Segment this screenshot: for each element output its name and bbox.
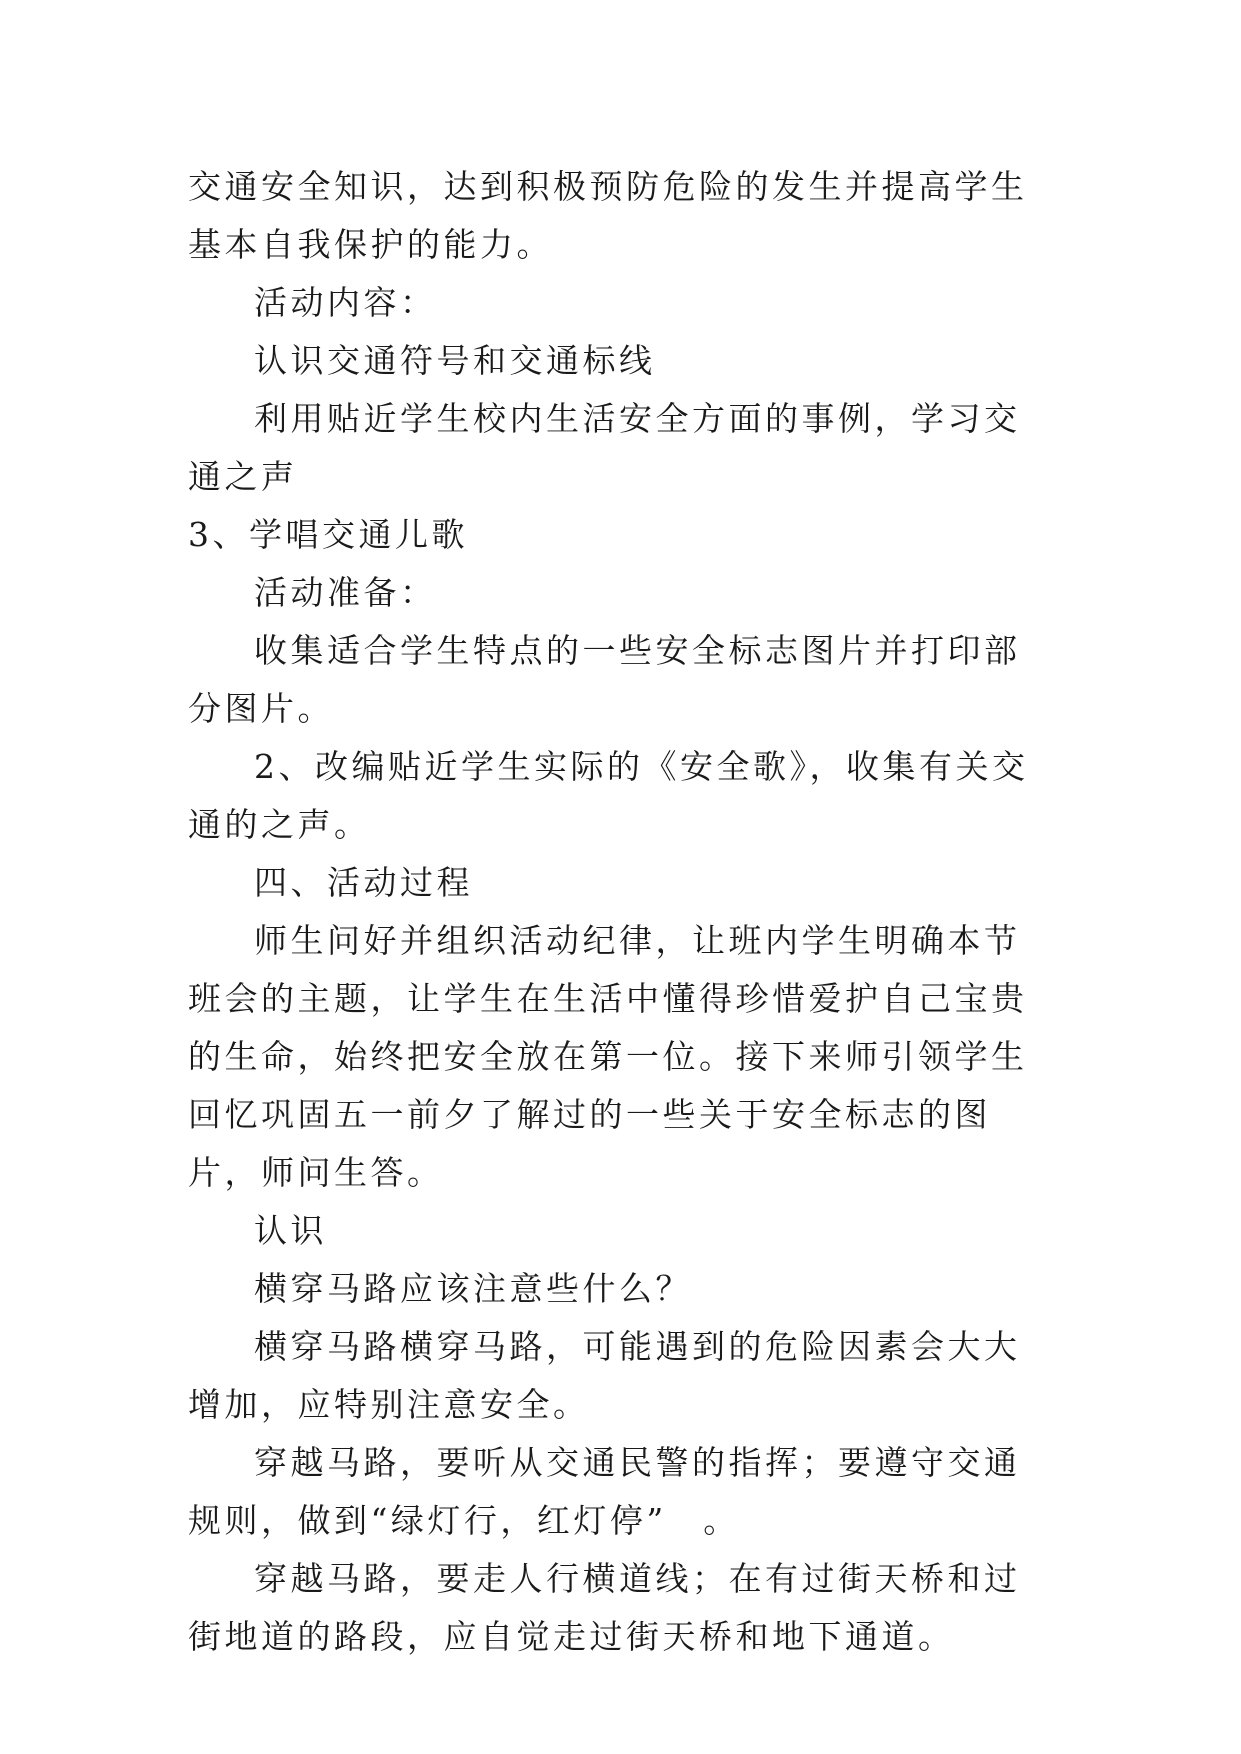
- paragraph: 穿越马路，要听从交通民警的指挥；要遵守交通规则，做到“绿灯行，红灯停” 。: [188, 1443, 1021, 1540]
- paragraph: 师生问好并组织活动纪律，让班内学生明确本节班会的主题，让学生在生活中懂得珍惜爱护自己宝贵的生命，始终把安全放在第一位。接下来师引领学生回忆巩固五一前夕了解过的一些关于安全标志的图片，师问生答。: [188, 921, 1028, 1192]
- paragraph: 交通安全知识，达到积极预防危险的发生并提高学生基本自我保护的能力。: [188, 167, 1028, 264]
- section-heading-activity-process: 四、活动过程: [254, 863, 473, 902]
- section-heading-activity-content: 活动内容：: [254, 283, 437, 322]
- sub-heading: 认识: [254, 1211, 327, 1250]
- paragraph: 穿越马路，要走人行横道线；在有过街天桥和过街地道的路段，应自觉走过街天桥和地下通道。: [188, 1559, 1021, 1656]
- list-item: 利用贴近学生校内生活安全方面的事例，学习交通之声: [188, 399, 1021, 496]
- section-heading-activity-preparation: 活动准备：: [254, 573, 437, 612]
- list-item: 收集适合学生特点的一些安全标志图片并打印部分图片。: [188, 631, 1021, 728]
- paragraph: 横穿马路横穿马路，可能遇到的危险因素会大大增加，应特别注意安全。: [188, 1327, 1021, 1424]
- list-item: 3、学唱交通儿歌: [188, 515, 468, 554]
- document-body: [188, 158, 1048, 1666]
- sub-heading: 横穿马路应该注意些什么？: [254, 1269, 692, 1308]
- list-item: 认识交通符号和交通标线: [254, 341, 656, 380]
- list-item: 2、改编贴近学生实际的《安全歌》，收集有关交通的之声。: [188, 747, 1029, 844]
